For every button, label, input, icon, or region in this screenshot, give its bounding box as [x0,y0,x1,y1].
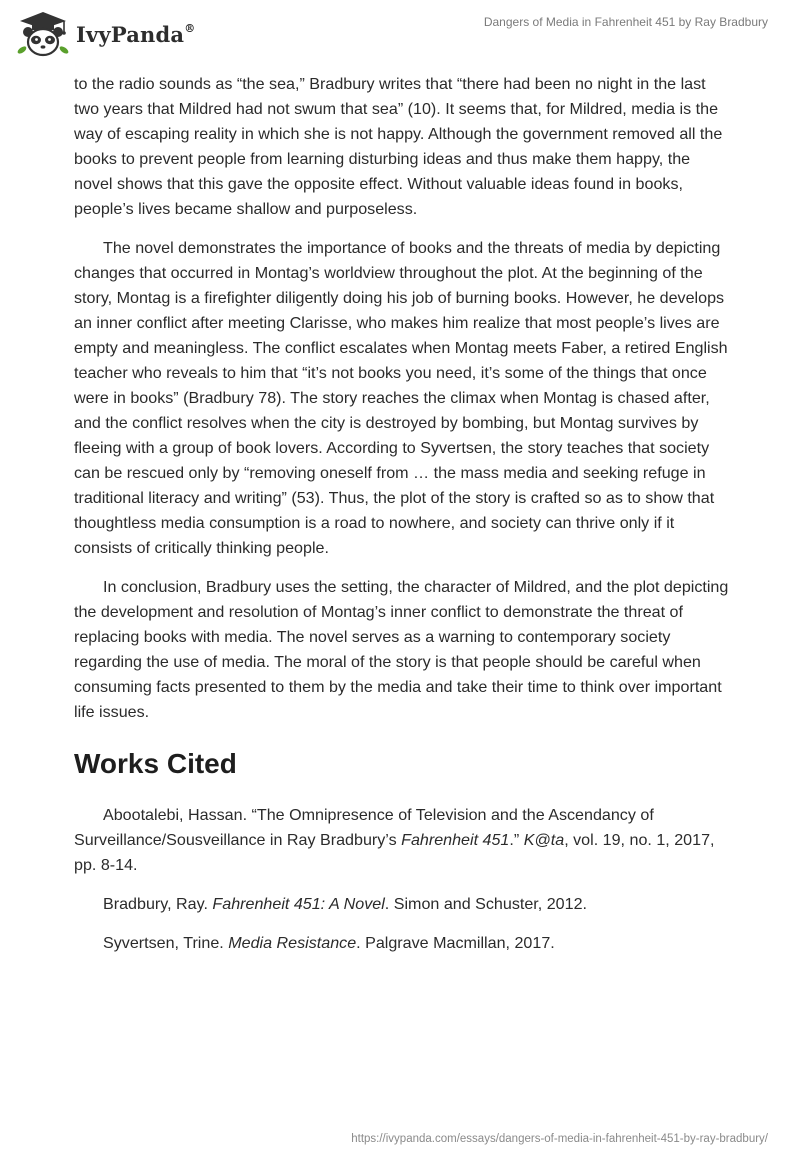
citation-entry: Abootalebi, Hassan. “The Omnipresence of Television and the Ascendancy of Surveillance/Sousveillance in Ray Bradbury’s Fahrenheit 451.” K@ta, vol. 19, no. 1, 2017, pp. 8-14. [74,806,715,874]
source-url-link[interactable]: https://ivypanda.com/essays/dangers-of-media-in-fahrenheit-451-by-ray-bradbury/ [351,1133,768,1145]
works-cited-heading: Works Cited [74,748,237,779]
essay-body [74,72,730,970]
logo-wordmark: IvyPanda® [76,21,196,47]
document-title: Dangers of Media in Fahrenheit 451 by Ray Bradbury [483,15,768,29]
page-header [0,0,800,70]
citation-entry: Syvertsen, Trine. Media Resistance. Palgrave Macmillan, 2017. [103,934,555,952]
paragraph: The novel demonstrates the importance of books and the threats of media by depicting changes that occurred in Montag’s worldview throughout the plot. At the beginning of the story, Montag is a firefighter diligently doing his job of burning books. However, he develops an inner conflict after meeting Clarisse, who makes him realize that most people’s lives are empty and meaningless. The conflict escalates when Montag meets Faber, a retired English teacher who reveals to him that “it’s not books you need, it’s some of the things that once were in books” (Bradbury 78). The story reaches the climax when Montag is chased after, and the conflict resolves when the city is destroyed by bombing, but Montag survives by fleeing with a group of book lovers. According to Syvertsen, the story teaches that society can be rescued only by “removing oneself from … the mass media and seeking refuge in traditional literacy and writing” (53). Thus, the plot of the story is crafted so as to show that thoughtless media consumption is a road to nowhere, and society can thrive only if it consists of critically thinking people. [74,239,728,557]
panda-logo-icon [14,10,72,58]
paragraph: to the radio sounds as “the sea,” Bradbury writes that “there had been no night in the last two years that Mildred had not swum that sea” (10). It seems that, for Mildred, media is the way of escaping reality in which she is not happy. Although the government removed all the books to prevent people from learning disturbing ideas and thus make them happy, the novel shows that this gave the opposite effect. Without valuable ideas found in books, people’s lives became shallow and purposeless. [74,75,723,218]
paragraph: In conclusion, Bradbury uses the setting, the character of Mildred, and the plot depicting the development and resolution of Montag’s inner conflict to demonstrate the threat of replacing books with media. The novel serves as a warning to contemporary society regarding the use of media. The moral of the story is that people should be careful when consuming facts presented to them by the media and take their time to think over important life issues. [74,578,729,721]
citation-entry: Bradbury, Ray. Fahrenheit 451: A Novel. Simon and Schuster, 2012. [103,895,587,913]
site-logo[interactable] [14,10,195,58]
